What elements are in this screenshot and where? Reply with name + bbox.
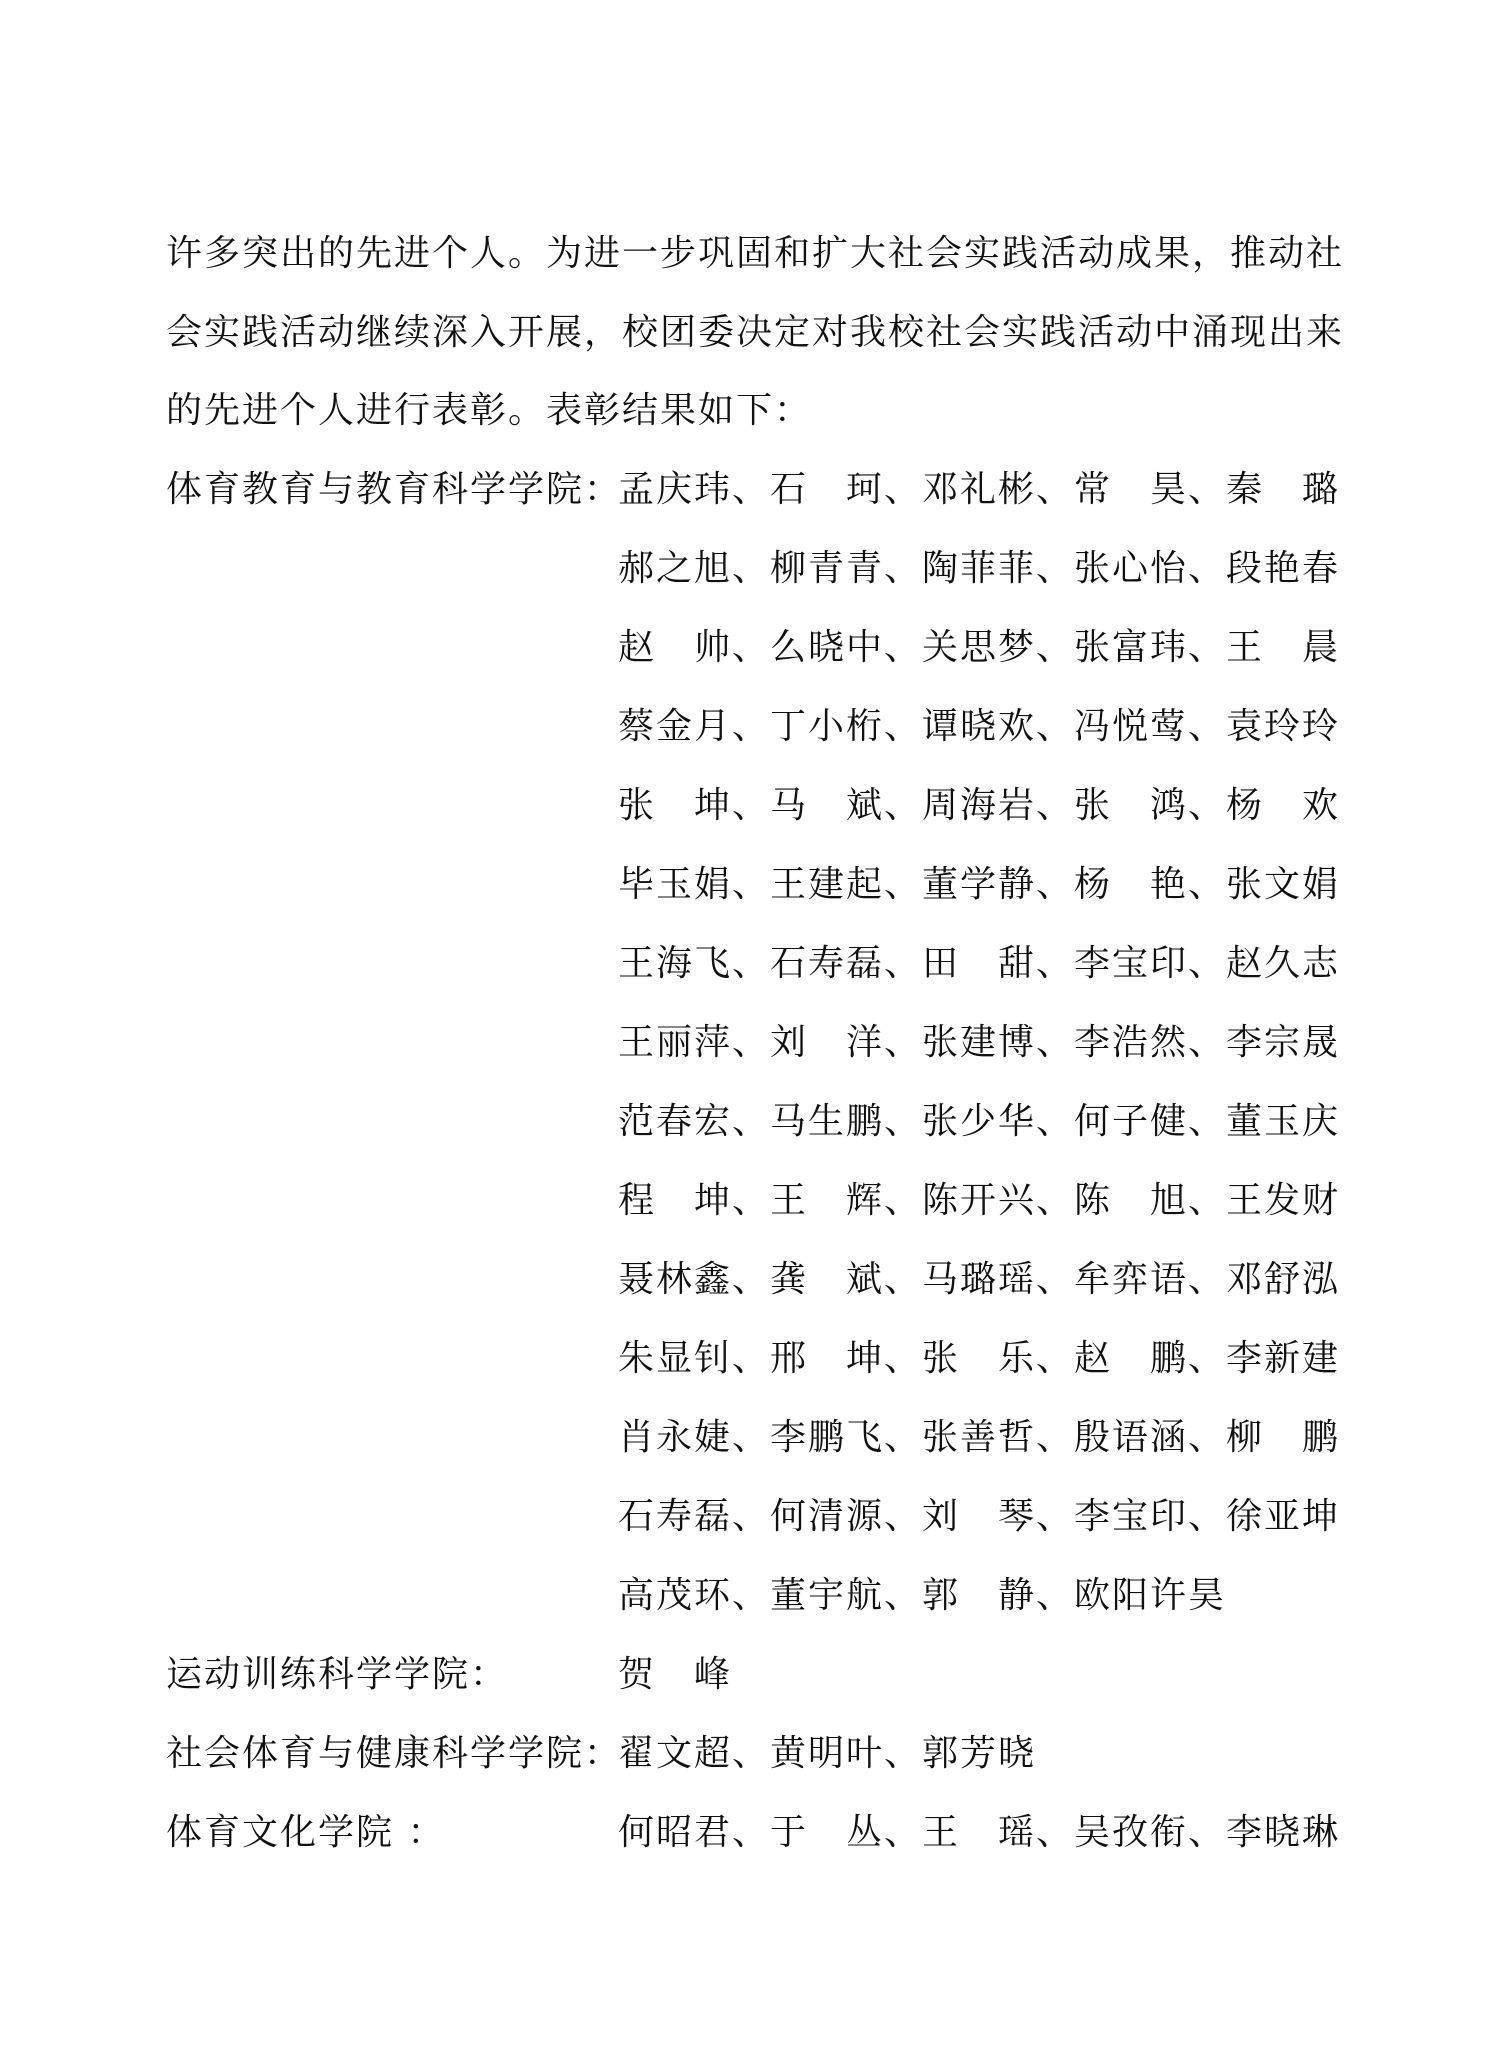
- name-row: 何昭君、于 丛、王 瑶、吴孜衔、李晓琳: [618, 1812, 1341, 1853]
- name-row: 翟文超、黄明叶、郭芳晓: [618, 1733, 1037, 1774]
- name-row: 朱显钊、邢 坤、张 乐、赵 鹏、李新建: [618, 1338, 1341, 1379]
- name-row: 范春宏、马生鹏、张少华、何子健、董玉庆: [618, 1101, 1341, 1142]
- section-label-sports-culture: 体育文化学院 ：: [166, 1812, 446, 1853]
- name-row: 张 坤、马 斌、周海岩、张 鸿、杨 欢: [618, 785, 1341, 826]
- section-label-physical-education: 体育教育与教育科学学院：: [166, 469, 623, 510]
- name-row: 肖永婕、李鹏飞、张善哲、殷语涵、柳 鹏: [618, 1417, 1341, 1458]
- intro-paragraph-line-3: 的先进个人进行表彰。表彰结果如下：: [166, 390, 813, 431]
- name-row: 高茂环、董宇航、郭 静、欧阳许昊: [618, 1575, 1227, 1616]
- name-row: 孟庆玮、石 珂、邓礼彬、常 昊、秦 璐: [618, 469, 1341, 510]
- section-label-social-sports-health: 社会体育与健康科学学院：: [166, 1733, 623, 1774]
- name-row: 贺 峰: [618, 1654, 733, 1695]
- name-row: 聂林鑫、龚 斌、马璐瑶、牟弈语、邓舒泓: [618, 1259, 1341, 1300]
- name-row: 毕玉娟、王建起、董学静、杨 艳、张文娟: [618, 864, 1341, 905]
- name-row: 石寿磊、何清源、刘 琴、李宝印、徐亚坤: [618, 1496, 1341, 1537]
- name-row: 赵 帅、么晓中、关思梦、张富玮、王 晨: [618, 627, 1341, 668]
- name-row: 王海飞、石寿磊、田 甜、李宝印、赵久志: [618, 943, 1341, 984]
- name-row: 蔡金月、丁小桁、谭晓欢、冯悦莺、袁玲玲: [618, 706, 1341, 747]
- intro-paragraph-line-2: 会实践活动继续深入开展，校团委决定对我校社会实践活动中涌现出来: [166, 312, 1345, 353]
- intro-paragraph-line-1: 许多突出的先进个人。为进一步巩固和扩大社会实践活动成果，推动社: [166, 233, 1345, 274]
- name-row: 王丽萍、刘 洋、张建博、李浩然、李宗晟: [618, 1022, 1341, 1063]
- name-row: 郝之旭、柳青青、陶菲菲、张心怡、段艳春: [618, 548, 1341, 589]
- section-label-sports-training: 运动训练科学学院：: [166, 1654, 509, 1695]
- name-row: 程 坤、王 辉、陈开兴、陈 旭、王发财: [618, 1180, 1341, 1221]
